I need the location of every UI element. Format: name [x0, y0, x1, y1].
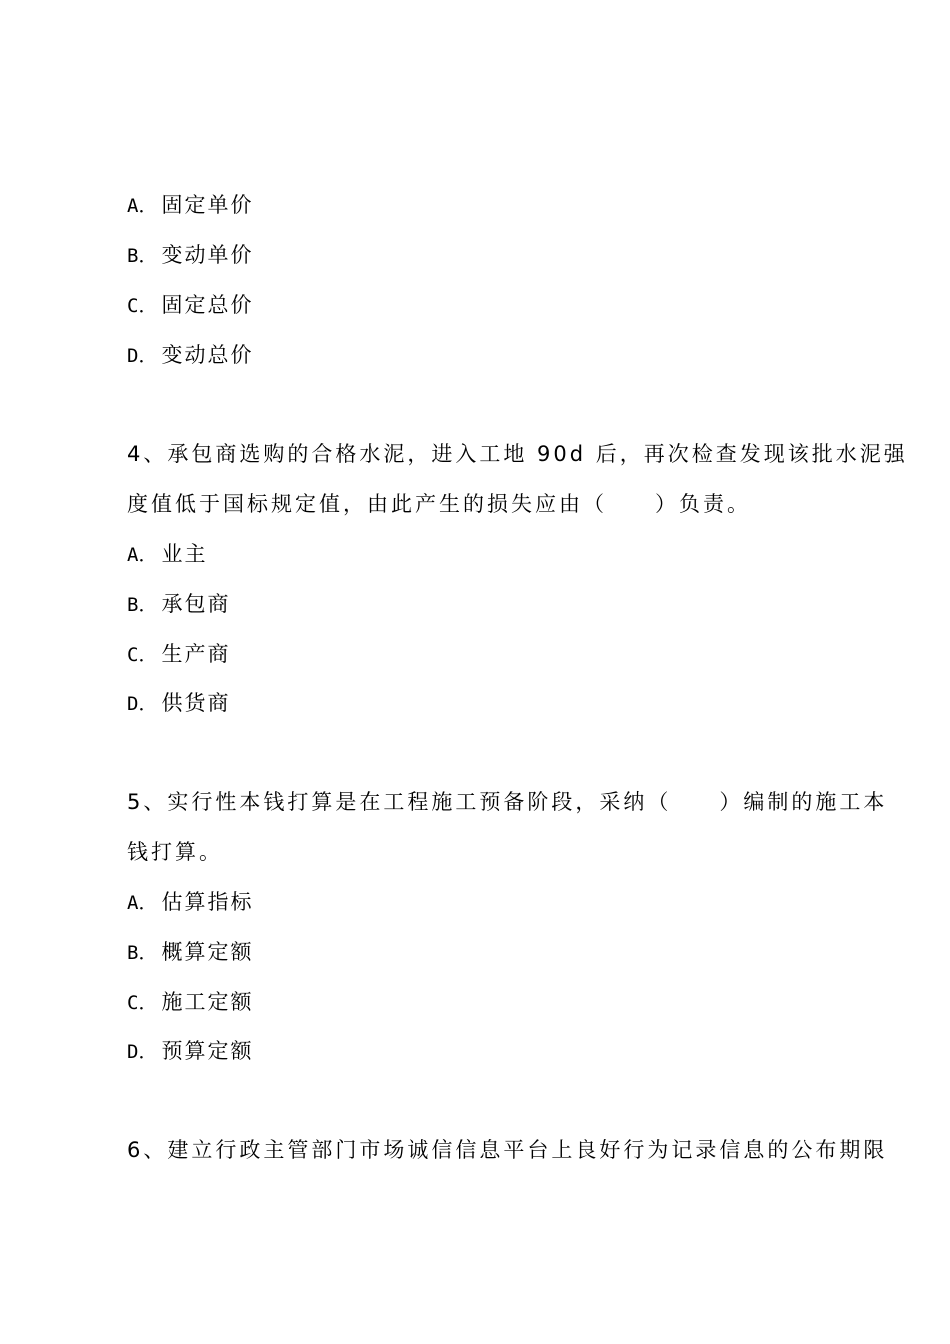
q3-option-b: [127, 241, 253, 270]
q4-question-line-1: 4、承包商选购的合格水泥，进入工地 90d 后，再次检查发现该批水泥强: [127, 442, 908, 466]
q4-option-b: [127, 590, 230, 619]
q5-option-c: [127, 988, 253, 1017]
option-letter: A．: [127, 892, 158, 914]
option-letter: C．: [127, 644, 158, 666]
q5-option-b: [127, 938, 253, 967]
option-letter: C．: [127, 295, 158, 317]
option-text: 概算定额: [161, 940, 254, 964]
option-text: 固定单价: [161, 193, 254, 217]
option-text: 变动总价: [161, 343, 254, 367]
option-letter: B．: [127, 942, 158, 964]
option-text: 承包商: [161, 592, 231, 616]
option-letter: A．: [127, 195, 158, 217]
q5-question-line-2: 钱打算。: [127, 840, 223, 864]
option-letter: B．: [127, 594, 158, 616]
q5-question-line-1: 5、实行性本钱打算是在工程施工预备阶段，采纳（ ）编制的施工本: [127, 790, 888, 814]
q5-option-a: [127, 888, 253, 917]
option-text: 预算定额: [161, 1039, 254, 1063]
q4-option-c: [127, 640, 230, 669]
option-letter: A．: [127, 544, 158, 566]
option-text: 供货商: [161, 691, 231, 715]
q6-question-line-1: 6、建立行政主管部门市场诚信信息平台上良好行为记录信息的公布期限: [127, 1138, 888, 1162]
q5-option-d: [127, 1037, 253, 1066]
option-letter: D．: [127, 693, 158, 715]
q4-option-a: [127, 540, 207, 569]
q3-option-d: [127, 341, 253, 370]
q4-question-line-2: 度值低于国标规定值，由此产生的损失应由（ ）负责。: [127, 492, 751, 516]
option-letter: D．: [127, 345, 158, 367]
option-text: 估算指标: [161, 890, 254, 914]
option-text: 生产商: [161, 642, 231, 666]
option-text: 固定总价: [161, 293, 254, 317]
option-text: 施工定额: [161, 990, 254, 1014]
option-text: 业主: [161, 542, 208, 566]
option-letter: C．: [127, 992, 158, 1014]
option-text: 变动单价: [161, 243, 254, 267]
q3-option-c: [127, 291, 253, 320]
q3-option-a: [127, 191, 253, 220]
option-letter: D．: [127, 1041, 158, 1063]
option-letter: B．: [127, 245, 158, 267]
q4-option-d: [127, 689, 230, 718]
